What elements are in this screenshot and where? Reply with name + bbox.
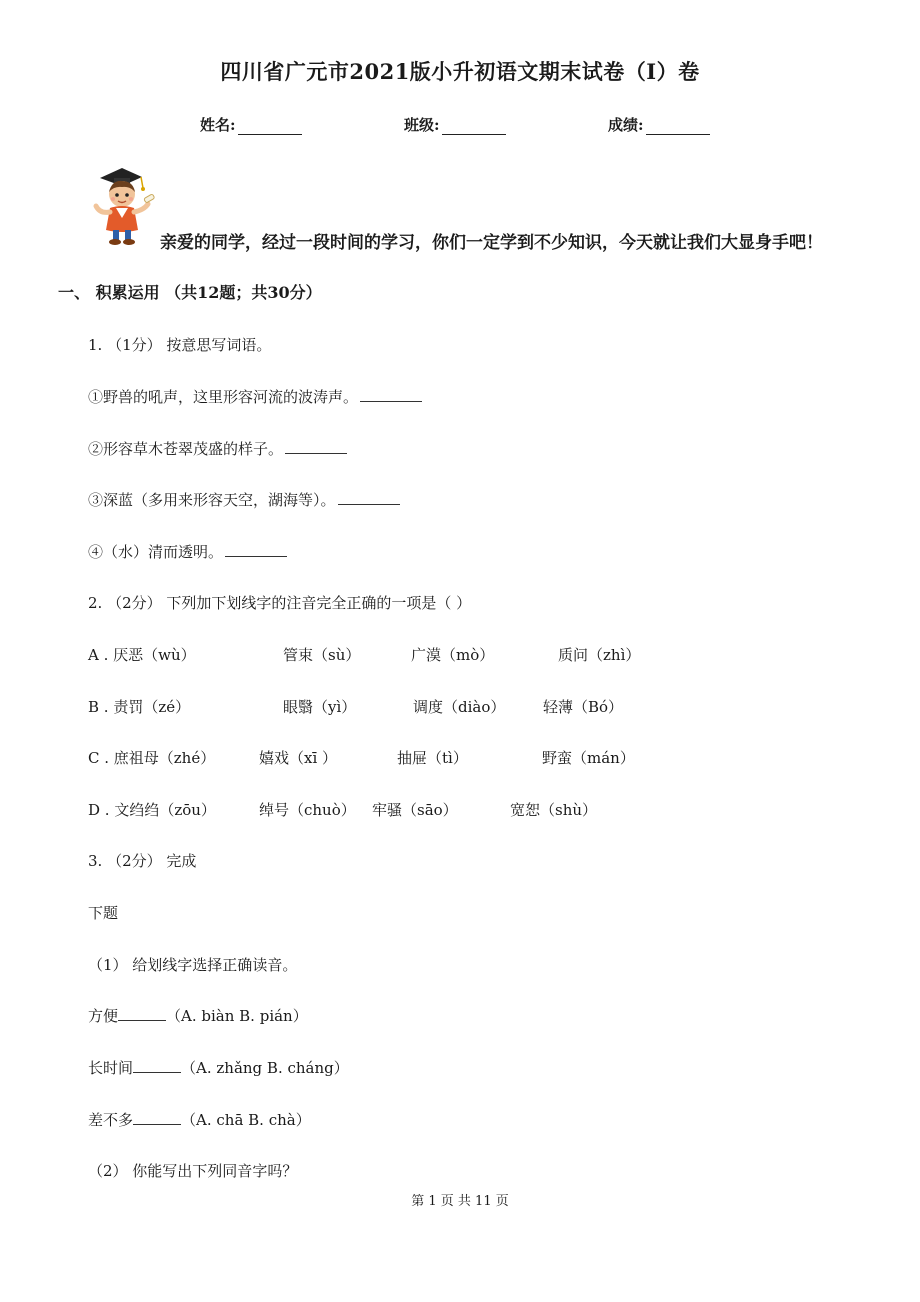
question-3-sub: 下题 [88,904,119,922]
name-blank[interactable] [238,118,302,135]
answer-blank[interactable] [118,1006,166,1021]
option-d-4: 宽恕（shù） [510,801,598,819]
option-c-2: 嬉戏（xī ） [259,749,338,767]
class-blank[interactable] [442,118,506,135]
option-b-3: 调度（diào） [413,698,506,716]
name-label: 姓名: [200,116,236,134]
question-2-stem: 2. （2分） 下列加下划线字的注音完全正确的一项是（ ） [88,594,472,612]
option-b-1[interactable]: B . 责罚（zé） [88,698,191,716]
question-1-stem: 1. （1分） 按意思写词语。 [88,336,272,354]
reading-row-1: 方便 （A. biàn B. pián） [88,1007,308,1025]
class-label: 班级: [404,116,440,134]
option-a-2: 管束（sù） [283,646,361,664]
option-d-3: 牢骚（sāo） [372,801,458,819]
question-1-item-1: ①野兽的吼声，这里形容河流的波涛声。 [88,386,422,407]
answer-blank[interactable] [133,1110,181,1125]
option-a-4: 质问（zhì） [558,646,641,664]
question-3-part-1: （1） 给划线字选择正确读音。 [88,956,298,974]
name-field [200,114,302,135]
option-a-3: 广漠（mò） [411,646,495,664]
score-blank[interactable] [646,118,710,135]
greeting-text: 亲爱的同学，经过一段时间的学习，你们一定学到不少知识，今天就让我们大显身手吧！ [160,233,823,253]
option-b-4: 轻薄（Bó） [543,698,624,716]
question-1-item-3: ③深蓝（多用来形容天空，湖海等）。 [88,489,400,510]
question-1-item-2: ②形容草木苍翠茂盛的样子。 [88,438,347,459]
score-label: 成绩: [608,116,644,134]
option-c-1[interactable]: C . 庶祖母（zhé） [88,749,216,767]
answer-blank[interactable] [225,542,287,557]
class-field [404,114,506,135]
graduate-mascot-icon [86,164,158,246]
answer-blank[interactable] [285,439,347,454]
option-b-2: 眼翳（yì） [283,698,357,716]
answer-blank[interactable] [133,1058,181,1073]
score-field [608,114,710,135]
question-3-part-2: （2） 你能写出下列同音字吗？ [88,1162,298,1180]
page-title: 四川省广元市2021版小升初语文期末试卷（I）卷 [220,59,700,84]
option-d-1[interactable]: D . 文绉绉（zōu） [88,801,216,819]
section-heading: 一、 积累运用 （共12题；共30分） [58,283,322,302]
reading-row-3: 差不多 （A. chā B. chà） [88,1111,311,1129]
option-c-3: 抽屉（tì） [397,749,468,767]
option-a-1[interactable]: A . 厌恶（wù） [88,646,196,664]
option-d-2: 绰号（chuò） [259,801,356,819]
answer-blank[interactable] [338,490,400,505]
reading-row-2: 长时间 （A. zhǎng B. cháng） [88,1059,349,1077]
question-1-item-4: ④（水）清而透明。 [88,541,287,562]
option-c-4: 野蛮（mán） [542,749,635,767]
answer-blank[interactable] [360,387,422,402]
page-footer: 第 1 页 共 11 页 [411,1194,509,1209]
question-3-stem: 3. （2分） 完成 [88,852,197,870]
